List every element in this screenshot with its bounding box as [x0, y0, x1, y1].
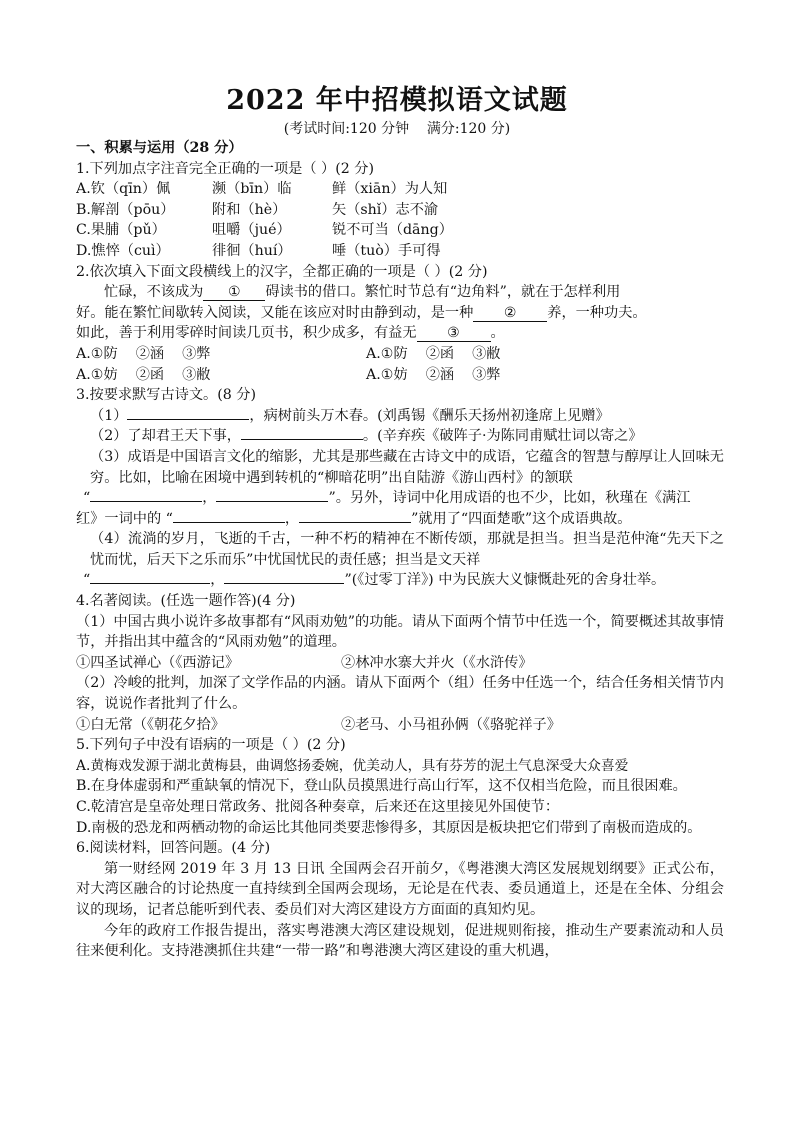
- question-3-item-4: （4）流淌的岁月，飞逝的千古，一种不朽的精神在不断传颂，那就是担当。担当是范仲淹“先天下之忧而忧，后天下之乐而乐”中忧国忧民的责任感；担当是文天祥: [90, 531, 724, 568]
- option-cell: B.解剖（pōu）: [76, 201, 175, 218]
- question-3-stem: 3.按要求默写古诗文。(8 分): [76, 387, 257, 404]
- exam-content: [76, 138, 724, 962]
- passage-text: 养，一种功夫。: [547, 304, 647, 321]
- option-cell: A.①妨 ②函 ③敝: [76, 366, 211, 383]
- question-2-passage: [76, 282, 724, 303]
- passage-text: 忙碌，不该成为: [104, 284, 204, 301]
- question-5-option-a: A.黄梅戏发源于湖北黄梅县，曲调悠扬委婉，优美动人，具有芬芳的泥土气息深受大众喜爱: [76, 757, 629, 774]
- question-3-item-4-blanks: “ ， ”(《过零丁洋》) 中为民族大义慷慨赴死的舍身壮举。: [83, 572, 666, 589]
- question-3-item-3-blanks: “ ， ”。另外，诗词中化用成语的也不少，比如，秋瑾在《满江: [83, 490, 691, 507]
- section-heading: 一、积累与运用（28 分）: [76, 140, 243, 156]
- question-2-passage: [76, 303, 724, 324]
- option-cell: C.果脯（pǔ）: [76, 222, 166, 239]
- question-4-task-1: （1）中国古典小说许多故事都有“风雨劝勉”的功能。请从下面两个情节中任选一个，简要概述其故事情节，并指出其中蕴含的“风雨劝勉”的道理。: [76, 613, 724, 651]
- question-3-item-3: （3）成语是中国语言文化的缩影，尤其是那些藏在古诗文中的成语，它蕴含的智慧与醇厚让人回味无穷。比如，比喻在困境中遇到转机的“柳暗花明”出自陆游《游山西村》的颔联: [90, 448, 724, 486]
- question-6-paragraph-1: 第一财经网 2019 年 3 月 13 日讯 全国两会召开前夕，《粤港澳大湾区发展规划纲要》正式公布，对大湾区融合的讨论热度一直持续到全国两会现场，无论是在代表、委员通道上，还是在全体、分组会议的现场，记者总能听到代表、委员们对大湾区建设方方面面的真知灼见。: [76, 860, 724, 918]
- question-4-choices-1: [76, 653, 724, 674]
- question-2-option: [76, 344, 724, 365]
- option-cell: 附和（hè）: [212, 201, 287, 218]
- item-text: ”就用了“四面楚歌”这个成语典故。: [411, 510, 632, 527]
- question-1-stem: 1.下列加点字注音完全正确的一项是（ ）(2 分): [76, 160, 375, 177]
- item-label: （1）: [90, 407, 128, 424]
- answer-blank[interactable]: [299, 522, 411, 523]
- option-cell: A.①防 ②函 ③敝: [366, 345, 501, 362]
- question-4-choices-2: [76, 715, 724, 736]
- question-3-item-2: [76, 426, 724, 447]
- option-cell: 咀嚼（jué）: [212, 222, 291, 239]
- fill-blank-1[interactable]: ①: [203, 284, 265, 301]
- answer-blank[interactable]: [216, 501, 328, 502]
- passage-text: 。: [490, 325, 505, 342]
- answer-blank[interactable]: [90, 501, 202, 502]
- choice-text: ①四圣试禅心（《西游记》: [76, 654, 240, 671]
- question-6-paragraph-2: 今年的政府工作报告提出，落实粤港澳大湾区建设规划，促进规则衔接，推动生产要素流动和人员往来便利化。支持港澳抓住共建“一带一路”和粤港澳大湾区建设的重大机遇，: [76, 922, 724, 960]
- question-6-stem: 6.阅读材料，回答问题。(4 分): [76, 840, 271, 857]
- item-text: 红》一词中的: [76, 510, 162, 527]
- item-text: ”(《过零丁洋》) 中为民族大义慷慨赴死的舍身壮举。: [344, 572, 666, 589]
- option-cell: 矢（shǐ）志不渝: [332, 201, 439, 218]
- answer-blank[interactable]: [173, 522, 285, 523]
- choice-text: ②老马、小马祖孙俩（《骆驼祥子》: [341, 716, 561, 733]
- passage-text: 好。能在繁忙间歇转入阅读，又能在该应对时由静到动，是一种: [76, 304, 474, 321]
- question-5-option-c: C.乾清宫是皇帝处理日常政务、批阅各种奏章，后来还在这里接见外国使节：: [76, 799, 560, 815]
- answer-blank[interactable]: [241, 439, 363, 440]
- question-3-item-3-blanks: 红》一词中的 “ ， ”就用了“四面楚歌”这个成语典故。: [76, 510, 632, 527]
- option-cell: A.①妨 ②涵 ③弊: [366, 366, 501, 383]
- question-2-passage: [76, 323, 724, 344]
- question-4-task-2: （2）冷峻的批判，加深了文学作品的内涵。请从下面两个（组）任务中任选一个，结合任务相关情节内容，说说作者批判了什么。: [76, 675, 724, 713]
- fill-blank-2[interactable]: ②: [473, 305, 547, 322]
- question-1-option: [76, 179, 724, 200]
- answer-blank[interactable]: [90, 583, 210, 584]
- item-text: ，病树前头万木春。(刘禹锡《酬乐天扬州初逢席上见赠》: [249, 407, 610, 424]
- item-text: ”。另外，诗词中化用成语的也不少，比如，秋瑾在《满江: [328, 490, 691, 507]
- choice-text: ①白无常（《朝花夕拾》: [76, 716, 225, 733]
- option-cell: 锐不可当（dāng）: [332, 222, 453, 239]
- passage-text: 如此，善于利用零碎时间读几页书，积少成多，有益无: [76, 325, 417, 342]
- passage-text: 碍读书的借口。繁忙时节总有“边角料”，就在于怎样利用: [265, 284, 621, 301]
- question-5-option-d: D.南极的恐龙和两栖动物的命运比其他同类要悲惨得多，其原因是板块把它们带到了南极而造成的。: [76, 819, 702, 836]
- option-cell: A.钦（qīn）佩: [76, 181, 171, 198]
- option-cell: D.憔悴（cuì）: [76, 242, 170, 259]
- fill-blank-3[interactable]: ③: [417, 325, 491, 342]
- item-text: （2）了却君王天下事，: [90, 428, 241, 445]
- question-1-option: [76, 200, 724, 221]
- exam-info: (考试时间:120 分钟 满分:120 分): [283, 121, 511, 137]
- question-1-option: [76, 220, 724, 241]
- item-text: 。(辛弃疾《破阵子·为陈同甫赋壮词以寄之》: [362, 428, 643, 445]
- choice-text: ②林冲水寨大并火（《水浒传》: [341, 654, 533, 671]
- question-4-stem: 4.名著阅读。(任选一题作答)(4 分): [76, 593, 296, 610]
- question-2-stem: 2.依次填入下面文段横线上的汉字，全都正确的一项是（ ）(2 分): [76, 263, 488, 280]
- option-cell: 鲜（xiān）为人知: [332, 181, 448, 198]
- question-1-option: [76, 241, 724, 262]
- option-cell: 徘徊（huí）: [212, 242, 292, 259]
- question-5-stem: 5.下列句子中没有语病的一项是（ ）(2 分): [76, 737, 346, 754]
- question-2-option: [76, 365, 724, 386]
- answer-blank[interactable]: [224, 583, 344, 584]
- page-title: 2022 年中招模拟语文试题: [226, 85, 568, 116]
- option-cell: A.①防 ②涵 ③弊: [76, 345, 211, 362]
- option-cell: 濒（bīn）临: [212, 181, 292, 198]
- question-3-item-1: [76, 406, 724, 427]
- question-5-option-b: B.在身体虚弱和严重缺氧的情况下，登山队员摸黑进行高山行军，这不仅相当危险，而且很困难。: [76, 778, 687, 795]
- answer-blank[interactable]: [127, 419, 249, 420]
- option-cell: 唾（tuò）手可得: [332, 242, 441, 259]
